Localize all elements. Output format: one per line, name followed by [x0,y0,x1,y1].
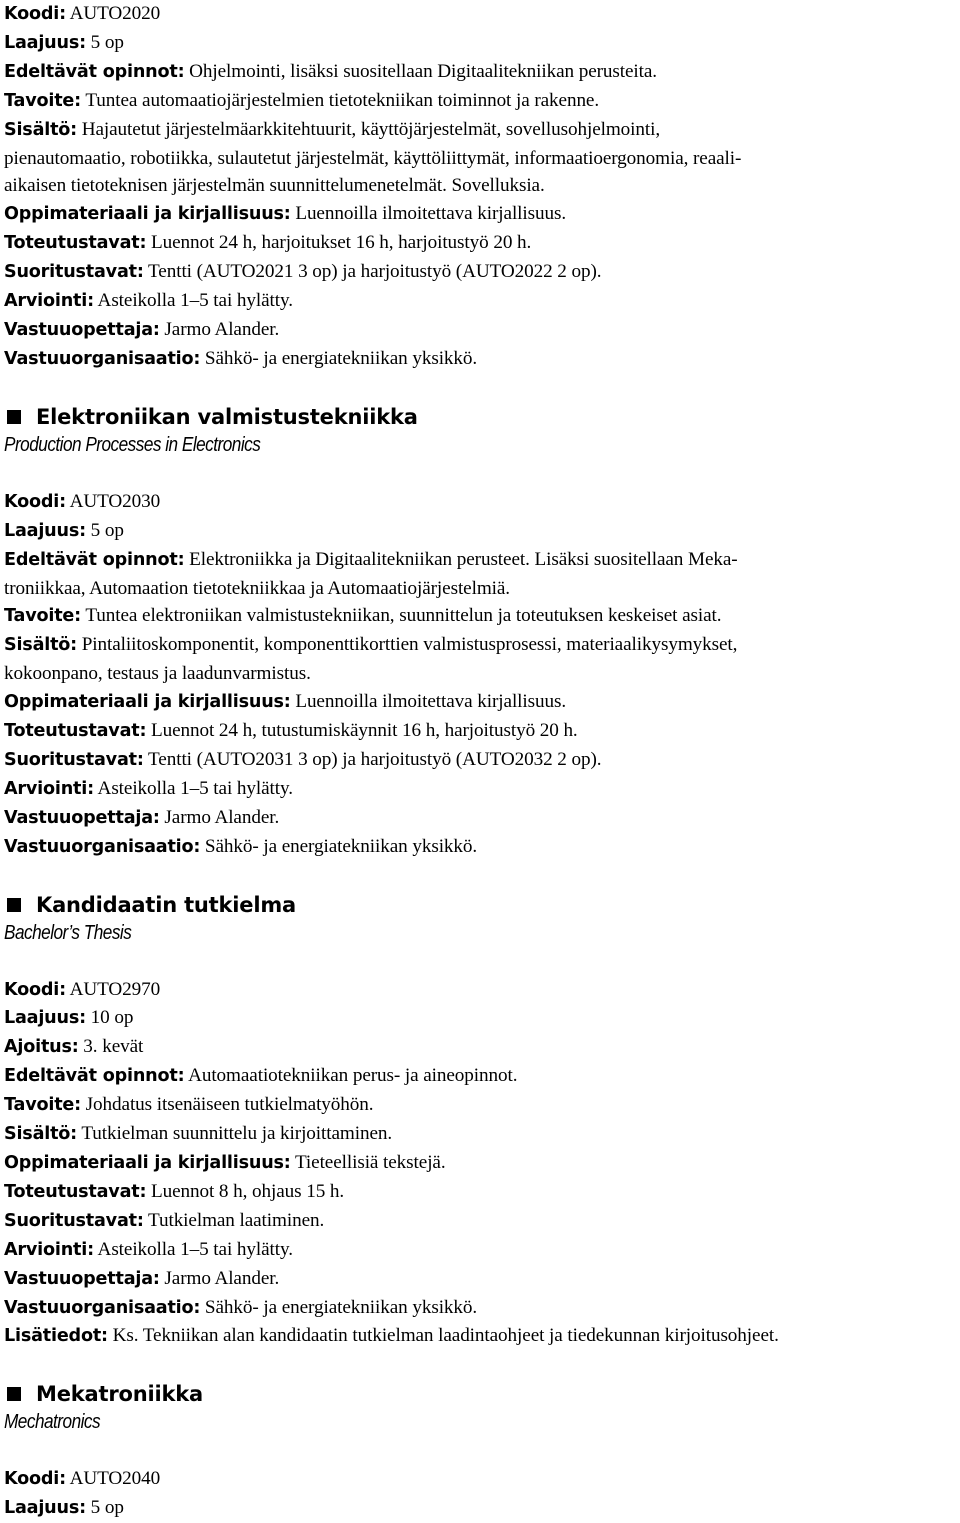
field-value: Automaatiotekniikan perus- ja aineopinnot. [184,1065,518,1087]
field-sisalto-cont [4,660,958,688]
field-value: aikaisen tietoteknisen järjestelmän suunnittelumenetelmät. Sovelluksia. [4,175,545,197]
field-sisalto [4,116,958,145]
field-label: Tavoite: [4,606,81,627]
course-heading [4,1380,958,1408]
field-label: Arviointi: [4,778,94,799]
field-label: Edeltävät opinnot: [4,549,185,570]
field-label: Oppimateriaali ja kirjallisuus: [4,692,291,713]
field-value: AUTO2030 [65,490,161,512]
field-label: Laajuus: [4,520,86,541]
field-laajuus [4,1004,958,1033]
course-subtitle: Production Processes in Electronics [4,433,261,456]
field-toteutustavat [4,229,958,258]
field-vastuuorganisaatio [4,1294,958,1323]
course-auto2970 [4,891,958,1352]
field-vastuuopettaja [4,1265,958,1294]
spacer [4,862,958,891]
field-arviointi [4,1236,958,1265]
field-value: Tieteellisiä tekstejä. [290,1152,446,1173]
field-label: Ajoitus: [4,1037,79,1058]
field-label: Vastuuopettaja: [4,807,160,828]
field-koodi [4,488,958,517]
field-value: Asteikolla 1–5 tai hylätty. [93,1238,293,1260]
field-value: 5 op [85,519,124,541]
field-vastuuorganisaatio [4,345,958,374]
field-value: Luennoilla ilmoitettava kirjallisuus. [290,203,567,225]
spacer [4,459,958,488]
field-label: Laajuus: [4,1498,86,1519]
field-value: Johdatus itsenäiseen tutkielmatyöhön. [80,1094,374,1116]
field-value: Asteikolla 1–5 tai hylätty. [93,777,293,799]
field-value: Hajautetut järjestelmäarkkitehtuurit, käyttöjärjestelmät, sovellusohjelmointi, [77,118,661,140]
field-label: Toteutustavat: [4,1181,147,1202]
field-koodi [4,976,958,1005]
field-value: AUTO2040 [65,1468,161,1490]
field-label: Koodi: [4,1469,66,1490]
field-vastuuorganisaatio [4,833,958,862]
field-sisalto-cont [4,145,958,173]
field-ajoitus [4,1033,958,1062]
field-value: Tuntea automaatiojärjestelmien tietotekniikan toiminnot ja rakenne. [80,89,600,111]
field-label: Sisältö: [4,119,78,140]
field-lisatiedot [4,1322,958,1351]
field-edeltavat-cont [4,575,958,603]
spacer [4,1351,958,1380]
field-label: Toteutustavat: [4,721,147,742]
field-label: Lisätiedot: [4,1326,108,1347]
field-label: Oppimateriaali ja kirjallisuus: [4,204,291,225]
course-subtitle: Bachelor’s Thesis [4,921,132,944]
course-title: Elektroniikan valmistustekniikka [36,404,418,429]
square-bullet-icon [7,410,21,424]
field-label: Koodi: [4,979,66,1000]
field-value: Sähkö- ja energiatekniikan yksikkö. [200,1296,478,1318]
field-koodi [4,1465,958,1494]
field-arviointi [4,775,958,804]
field-value: Pintaliitoskomponentit, komponenttikorttien valmistusprosessi, materiaalikysymykset, [77,634,738,656]
field-label: Vastuuopettaja: [4,1268,160,1289]
field-value: 10 op [85,1007,134,1029]
spacer [4,947,958,976]
field-value: 5 op [85,31,124,53]
field-value: Sähkö- ja energiatekniikan yksikkö. [200,347,478,369]
field-value: Jarmo Alander. [159,318,280,340]
field-value: Luennot 8 h, ohjaus 15 h. [146,1180,345,1202]
field-value: Jarmo Alander. [159,806,280,828]
spacer [4,374,958,403]
field-label: Sisältö: [4,635,78,656]
field-label: Oppimateriaali ja kirjallisuus: [4,1153,291,1173]
field-value: Tutkielman suunnittelu ja kirjoittaminen. [77,1123,393,1145]
field-tavoite [4,1091,958,1120]
field-suoritustavat [4,746,958,775]
field-value: Asteikolla 1–5 tai hylätty. [93,290,293,312]
field-value: Luennot 24 h, tutustumiskäynnit 16 h, harjoitustyö 20 h. [146,720,578,742]
field-edeltavat [4,58,958,87]
course-subtitle: Mechatronics [4,1411,101,1434]
field-koodi [4,0,958,29]
field-tavoite [4,602,958,631]
field-tavoite [4,87,958,116]
field-value: 5 op [85,1497,124,1519]
field-label: Tavoite: [4,90,81,111]
field-value: Ohjelmointi, lisäksi suositellaan Digitaalitekniikan perusteita. [184,60,657,82]
field-toteutustavat [4,717,958,746]
field-label: Edeltävät opinnot: [4,61,185,82]
field-label: Arviointi: [4,291,94,312]
field-oppimateriaali [4,688,958,717]
field-laajuus [4,29,958,58]
field-value: Elektroniikka ja Digitaalitekniikan perusteet. Lisäksi suositellaan Meka- [184,548,738,570]
field-label: Suoritustavat: [4,1210,144,1231]
field-label: Arviointi: [4,1239,94,1260]
square-bullet-icon [7,898,21,912]
course-auto2040 [4,1380,958,1523]
field-value: Sähkö- ja energiatekniikan yksikkö. [200,835,478,857]
field-label: Koodi: [4,4,66,24]
field-sisalto-cont [4,172,958,200]
field-value: Tutkielman laatiminen. [143,1209,325,1231]
field-value: AUTO2970 [65,978,161,1000]
course-heading [4,403,958,431]
square-bullet-icon [7,1387,21,1401]
field-value: AUTO2020 [65,3,161,24]
field-oppimateriaali [4,1149,958,1178]
course-auto2030 [4,403,958,862]
field-value: kokoonpano, testaus ja laadunvarmistus. [4,663,311,685]
field-label: Toteutustavat: [4,233,147,254]
field-label: Edeltävät opinnot: [4,1066,185,1087]
field-value: Tentti (AUTO2021 3 op) ja harjoitustyö (AUTO2022 2 op). [143,261,602,283]
document-page [4,0,958,1523]
course-heading [4,891,958,919]
field-value: Tuntea elektroniikan valmistustekniikan, suunnittelun ja toteutuksen keskeiset asiat. [80,605,722,627]
field-oppimateriaali [4,200,958,229]
field-value: Jarmo Alander. [159,1267,280,1289]
field-sisalto [4,1120,958,1149]
field-arviointi [4,287,958,316]
field-toteutustavat [4,1178,958,1207]
field-label: Suoritustavat: [4,262,144,283]
field-label: Vastuuorganisaatio: [4,836,201,857]
course-title: Mekatroniikka [36,1382,203,1407]
field-vastuuopettaja [4,804,958,833]
course-auto2020 [4,0,958,374]
field-label: Vastuuorganisaatio: [4,348,201,369]
field-vastuuopettaja [4,316,958,345]
field-label: Vastuuorganisaatio: [4,1297,201,1318]
field-sisalto [4,631,958,660]
field-value: pienautomaatio, robotiikka, sulautetut järjestelmät, käyttöliittymät, informaatioergonomia, reaali- [4,147,742,169]
field-suoritustavat [4,258,958,287]
field-edeltavat [4,546,958,575]
field-suoritustavat [4,1207,958,1236]
field-label: Vastuuopettaja: [4,319,160,340]
field-value: Ks. Tekniikan alan kandidaatin tutkielman laadintaohjeet ja tiedekunnan kirjoitusohjeet. [107,1325,779,1347]
field-label: Suoritustavat: [4,749,144,770]
course-title: Kandidaatin tutkielma [36,892,296,917]
field-value: 3. kevät [78,1036,144,1058]
field-edeltavat [4,1062,958,1091]
field-value: Luennot 24 h, harjoitukset 16 h, harjoitustyö 20 h. [146,232,532,254]
field-laajuus [4,1494,958,1523]
field-label: Koodi: [4,491,66,512]
field-label: Laajuus: [4,32,86,53]
field-laajuus [4,517,958,546]
spacer [4,1436,958,1465]
field-value: Luennoilla ilmoitettava kirjallisuus. [290,691,567,713]
field-value: Tentti (AUTO2031 3 op) ja harjoitustyö (AUTO2032 2 op). [143,748,602,770]
field-value: troniikkaa, Automaation tietotekniikkaa ja Automaatiojärjestelmiä. [4,577,510,599]
field-label: Tavoite: [4,1095,81,1116]
field-label: Sisältö: [4,1124,78,1145]
field-label: Laajuus: [4,1008,86,1029]
